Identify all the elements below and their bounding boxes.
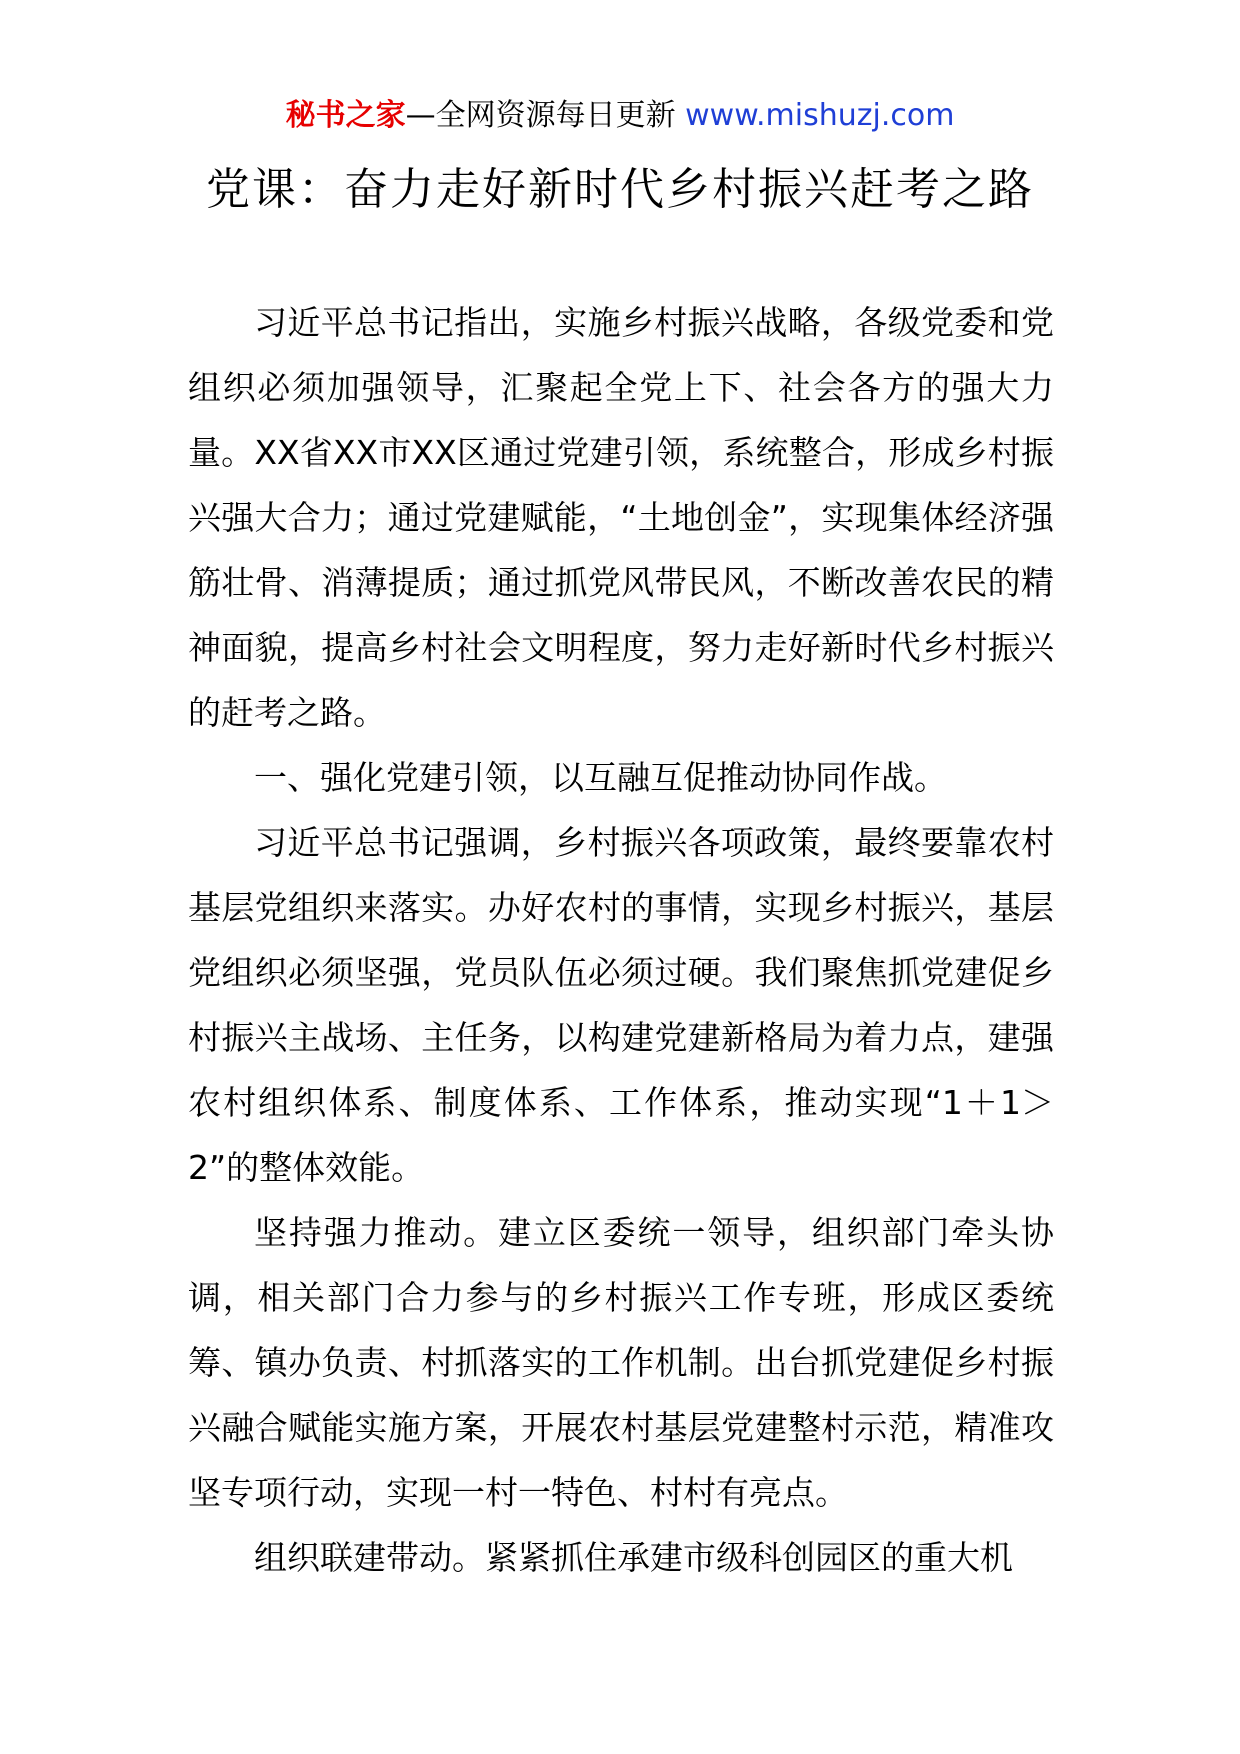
site-slogan: —全网资源每日更新	[405, 98, 676, 133]
paragraph-section-1: 习近平总书记强调，乡村振兴各项政策，最终要靠农村基层党组织来落实。办好农村的事情，实现乡村振兴，基层党组织必须坚强，党员队伍必须过硬。我们聚焦抓党建促乡村振兴主战场、主任务，以构建党建新格局为着力点，建强农村组织体系、制度体系、工作体系，推动实现“1＋1＞2”的整体效能。	[188, 823, 1054, 1187]
site-url[interactable]: www.mishuzj.com	[685, 98, 955, 133]
paragraph-intro: 习近平总书记指出，实施乡村振兴战略，各级党委和党组织必须加强领导，汇聚起全党上下、社会各方的强大力量。XX省XX市XX区通过党建引领，系统整合，形成乡村振兴强大合力；通过党建赋能，“土地创金”，实现集体经济强筋壮骨、消薄提质；通过抓党风带民风，不断改善农民的精神面貌，提高乡村社会文明程度，努力走好新时代乡村振兴的赶考之路。	[188, 303, 1054, 732]
document-body	[188, 290, 1054, 1590]
document-title: 党课：奋力走好新时代乡村振兴赶考之路	[206, 164, 1034, 215]
paragraph-strong-promotion: 坚持强力推动。建立区委统一领导，组织部门牵头协调，相关部门合力参与的乡村振兴工作专班，形成区委统筹、镇办负责、村抓落实的工作机制。出台抓党建促乡村振兴融合赋能实施方案，开展农村基层党建整村示范，精准攻坚专项行动，实现一村一特色、村村有亮点。	[188, 1213, 1054, 1512]
brand-name: 秘书之家	[285, 98, 406, 133]
site-header	[0, 96, 1240, 136]
section-heading-1: 一、强化党建引领，以互融互促推动协同作战。	[254, 758, 947, 797]
paragraph-organization-linkage: 组织联建带动。紧紧抓住承建市级科创园区的重大机	[254, 1538, 1013, 1577]
